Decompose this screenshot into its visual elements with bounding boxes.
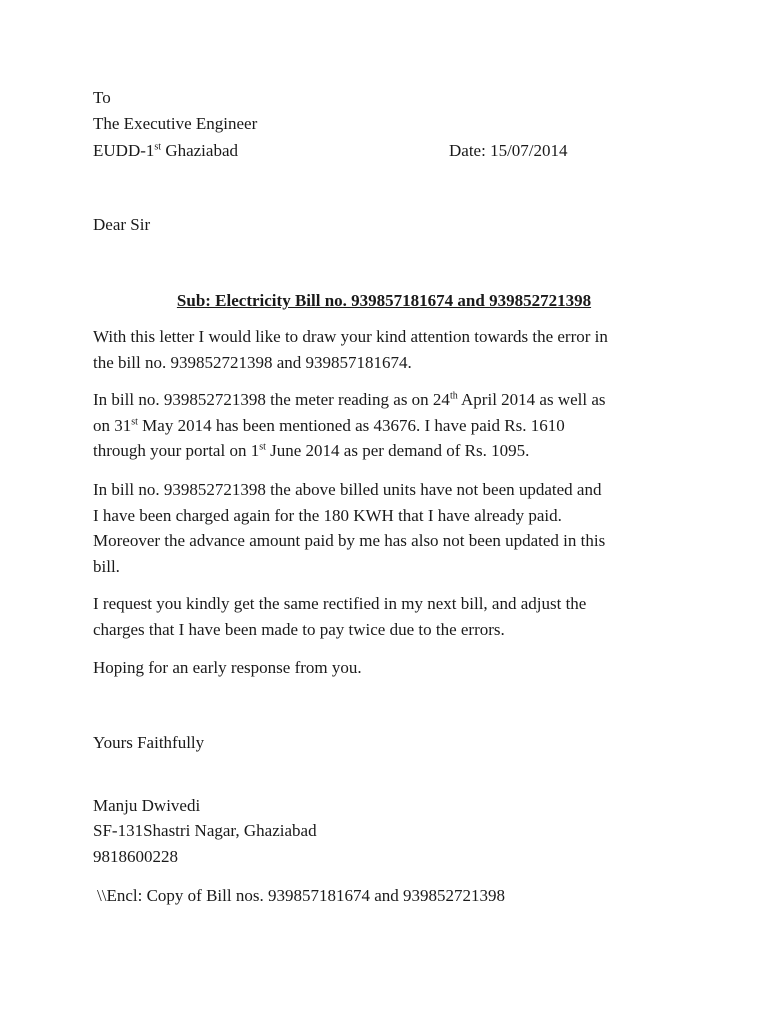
paragraph-1-line: With this letter I would like to draw your kind attention towards the error in (93, 327, 608, 346)
office-suffix: Ghaziabad (161, 141, 238, 160)
recipient-title: The Executive Engineer (93, 114, 258, 133)
sender-phone: 9818600228 (93, 847, 178, 866)
letter-date: Date: 15/07/2014 (449, 141, 568, 160)
paragraph-3-line: Moreover the advance amount paid by me has also not been updated in this (93, 531, 606, 550)
recipient-office (93, 138, 238, 164)
office-prefix: EUDD-1 (93, 141, 155, 160)
paragraph-1-line: the bill no. 939852721398 and 939857181674. (93, 352, 412, 372)
paragraph-3-line: I have been charged again for the 180 KWH that I have already paid. (93, 505, 562, 525)
subject-line: Sub: Electricity Bill no. 939857181674 and 939852721398 (176, 291, 592, 310)
sender-name: Manju Dwivedi (93, 796, 201, 815)
paragraph-4 (93, 591, 683, 642)
paragraph-5 (93, 655, 683, 681)
superscript: st (131, 415, 138, 427)
sender-address: SF-131Shastri Nagar, Ghaziabad (93, 821, 317, 840)
enclosure-note: \\Encl: Copy of Bill nos. 939857181674 and 939852721398 (97, 886, 505, 905)
superscript: th (449, 390, 458, 402)
paragraph-3 (93, 477, 683, 579)
recipient-to: To (93, 88, 111, 107)
paragraph-2 (93, 387, 683, 464)
closing: Yours Faithfully (93, 733, 205, 752)
paragraph-1 (93, 324, 683, 375)
paragraph-3-line: bill. (93, 556, 120, 576)
paragraph-4-line: I request you kindly get the same rectified in my next bill, and adjust the (93, 594, 587, 613)
paragraph-4-line: charges that I have been made to pay twice due to the errors. (93, 619, 505, 639)
salutation: Dear Sir (93, 215, 151, 234)
paragraph-2-line: on 31st May 2014 has been mentioned as 43676. I have paid Rs. 1610 (93, 415, 565, 435)
paragraph-3-line: In bill no. 939852721398 the above billed units have not been updated and (93, 480, 602, 499)
paragraph-5-line: Hoping for an early response from you. (93, 658, 362, 677)
paragraph-2-line: through your portal on 1st June 2014 as per demand of Rs. 1095. (93, 441, 530, 460)
office-superscript: st (154, 141, 162, 153)
superscript: st (259, 441, 266, 453)
paragraph-2-line: In bill no. 939852721398 the meter reading as on 24th April 2014 as well as (93, 390, 606, 409)
